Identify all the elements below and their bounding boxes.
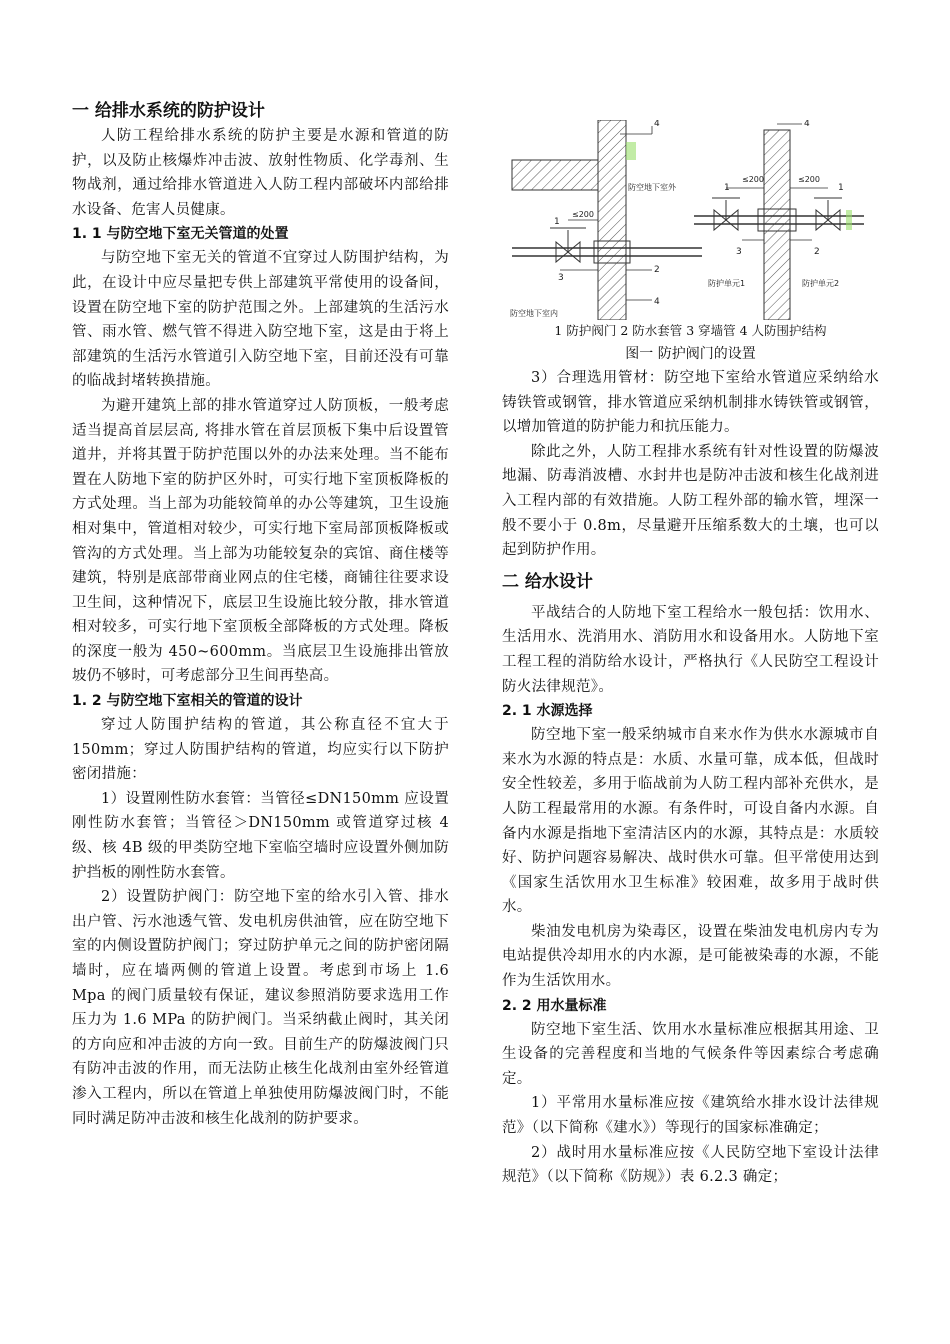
paragraph-2-1-a: 防空地下室一般采纳城市自来水作为供水水源城市自来水为水源的特点是：水质、水量可靠，成本低，但战时安全性较差，多用于临战前为人防工程内部补充供水，是人防工程最常用的水源。有条件时，可设自备内水源。自备内水源是指地下室清洁区内的水源，其特点是：水质较好、防护问题容易解决、战时供水可靠。但平常使用达到《国家生活饮用水卫生标准》较困难，故多用于战时供水。	[502, 727, 879, 916]
paragraph-3: 3）合理选用管材：防空地下室给水管道应采纳给水铸铁管或钢管，排水管道应采纳机制排水铸铁管或钢管，以增加管道的防护能力和抗压能力。	[502, 370, 879, 436]
label-right-dim-b: ≤200	[798, 175, 820, 184]
right-column	[502, 120, 879, 1190]
label-left-room-top: 防空地下室外	[628, 183, 676, 192]
section-heading-2: 二 给水设计	[502, 571, 593, 592]
label-right-3: 3	[736, 247, 742, 257]
label-left-4-top: 4	[654, 120, 660, 129]
label-right-1b: 1	[838, 183, 844, 193]
paragraph-2-intro: 平战结合的人防地下室工程给水一般包括：饮用水、生活用水、洗消用水、消防用水和设备用水。人防地下室工程工程的消防给水设计，严格执行《人民防空工程设计防火法律规范》。	[502, 604, 879, 695]
subheading-1-2: 1. 2 与防空地下室相关的管道的设计	[72, 693, 303, 710]
label-left-dim: ≤200	[572, 210, 594, 219]
label-left-1: 1	[554, 217, 560, 227]
label-right-unit2: 防护单元2	[802, 279, 840, 288]
paragraph-2-2-a: 防空地下室生活、饮用水水量标准应根据其用途、卫生设备的完善程度和当地的气候条件等因素综合考虑确定。	[502, 1021, 879, 1087]
label-right-unit1: 防护单元1	[708, 279, 746, 288]
valve-diagram	[502, 120, 879, 320]
left-valve-sketch	[512, 120, 702, 320]
label-left-3: 3	[558, 273, 564, 283]
paragraph-extra: 除此之外，人防工程排水系统有针对性设置的防爆波地漏、防毒消波槽、水封井也是防冲击波和核生化战剂进入工程内部的有效措施。人防工程外部的输水管，埋深一般不要小于 0.8m，尽量避开压缩系数大的土壤，也可以起到防护作用。	[502, 443, 879, 559]
paragraph-1-1-a: 与防空地下室无关的管道不宜穿过人防围护结构，为此，在设计中应尽量把专供上部建筑平常使用的设备间，设置在防空地下室的防护范围之外。上部建筑的生活污水管、雨水管、燃气管不得进入防空地下室，这是由于将上部建筑的生活污水管道引入防空地下室，目前还没有可靠的临战封堵转换措施。	[72, 250, 449, 390]
left-column	[72, 98, 449, 1131]
figure-protective-valve	[502, 120, 879, 320]
subheading-1-1: 1. 1 与防空地下室无关管道的处置	[72, 226, 289, 243]
section-heading-1: 一 给排水系统的防护设计	[72, 101, 265, 121]
paragraph-2-2-b: 1）平常用水量标准应按《建筑给水排水设计法律规范》（以下简称《建水》）等现行的国家标准确定；	[502, 1095, 879, 1137]
paragraph-1-2-b: 1）设置刚性防水套管：当管径≤DN150mm 应设置刚性防水套管；当管径＞DN150mm 或管道穿过核 4 级、核 4B 级的甲类防空地下室临空墙时应设置外侧加防护挡板的刚性防水套管。	[72, 790, 449, 881]
label-right-2: 2	[814, 247, 820, 257]
label-right-4: 4	[804, 120, 810, 129]
label-left-4-bottom: 4	[654, 297, 660, 307]
label-right-1a: 1	[724, 183, 730, 193]
subheading-2-2: 2. 2 用水量标准	[502, 997, 607, 1014]
subheading-2-1: 2. 1 水源选择	[502, 703, 593, 720]
paragraph-2-1-b: 柴油发电机房为染毒区，设置在柴油发电机房内专为电站提供冷却用水的内水源，是可能被染毒的水源，不能作为生活饮用水。	[502, 923, 879, 990]
paragraph-2-2-c: 2）战时用水量标准应按《人民防空地下室设计法律规范》（以下简称《防规》）表 6.2.3 确定；	[502, 1144, 879, 1186]
paragraph-1-1-b: 为避开建筑上部的排水管道穿过人防顶板，一般考虑适当提高首层层高, 将排水管在首层顶板下集中后设置管道井，并将其置于防护范围以外的办法来处理。当不能布置在人防地下室的防护区外时，可实行地下室顶板降板的方式处理。当上部为功能较简单的办公等建筑，卫生设施相对集中，管道相对较少，可实行地下室局部顶板降板或管沟的方式处理。当上部为功能较复杂的宾馆、商住楼等建筑，特别是底部带商业网点的住宅楼，商铺往往要求设卫生间，这种情况下，底层卫生设施比较分散，排水管道相对较多，可实行地下室顶板全部降板的方式处理。降板的深度一般为 450~600mm。当底层卫生设施排出管放坡仍不够时，可考虑部分卫生间再垫高。	[72, 397, 449, 685]
label-left-room-bottom: 防空地下室内	[510, 309, 558, 318]
figure-legend: 1 防护阀门 2 防水套管 3 穿墙管 4 人防围护结构	[554, 323, 827, 338]
paragraph-1-2-c: 2）设置防护阀门：防空地下室的给水引入管、排水出户管、污水池透气管、发电机房供油管，应在防空地下室的内侧设置防护阀门；穿过防护单元之间的防护密闭隔墙时，应在墙两侧的管道上设置。考虑到市场上 1.6 Mpa 的阀门质量较有保证，建议参照消防要求选用工作压力为 1.6 MPa 的防护阀门。当采纳截止阀时，其关闭的方向应和冲击波的方向一致。目前生产的防爆波阀门只有防冲击波的作用，而无法防止核生化战剂由室外经管道渗入工程内，所以在管道上单独使用防爆波阀门时，不能同时满足防冲击波和核生化战剂的防护要求。	[72, 889, 449, 1127]
figure-caption: 图一 防护阀门的设置	[625, 346, 756, 362]
paragraph-intro: 人防工程给排水系统的防护主要是水源和管道的防护，以及防止核爆炸冲击波、放射性物质、化学毒剂、生物战剂，通过给排水管道进入人防工程内部破坏内部给排水设备、危害人员健康。	[72, 128, 449, 218]
label-left-2: 2	[654, 265, 660, 275]
right-valve-sketch	[694, 124, 864, 320]
label-right-dim-a: ≤200	[742, 175, 764, 184]
paragraph-1-2-a: 穿过人防围护结构的管道，其公称直径不宜大于 150mm；穿过人防围护结构的管道，均应实行以下防护密闭措施：	[72, 717, 449, 783]
